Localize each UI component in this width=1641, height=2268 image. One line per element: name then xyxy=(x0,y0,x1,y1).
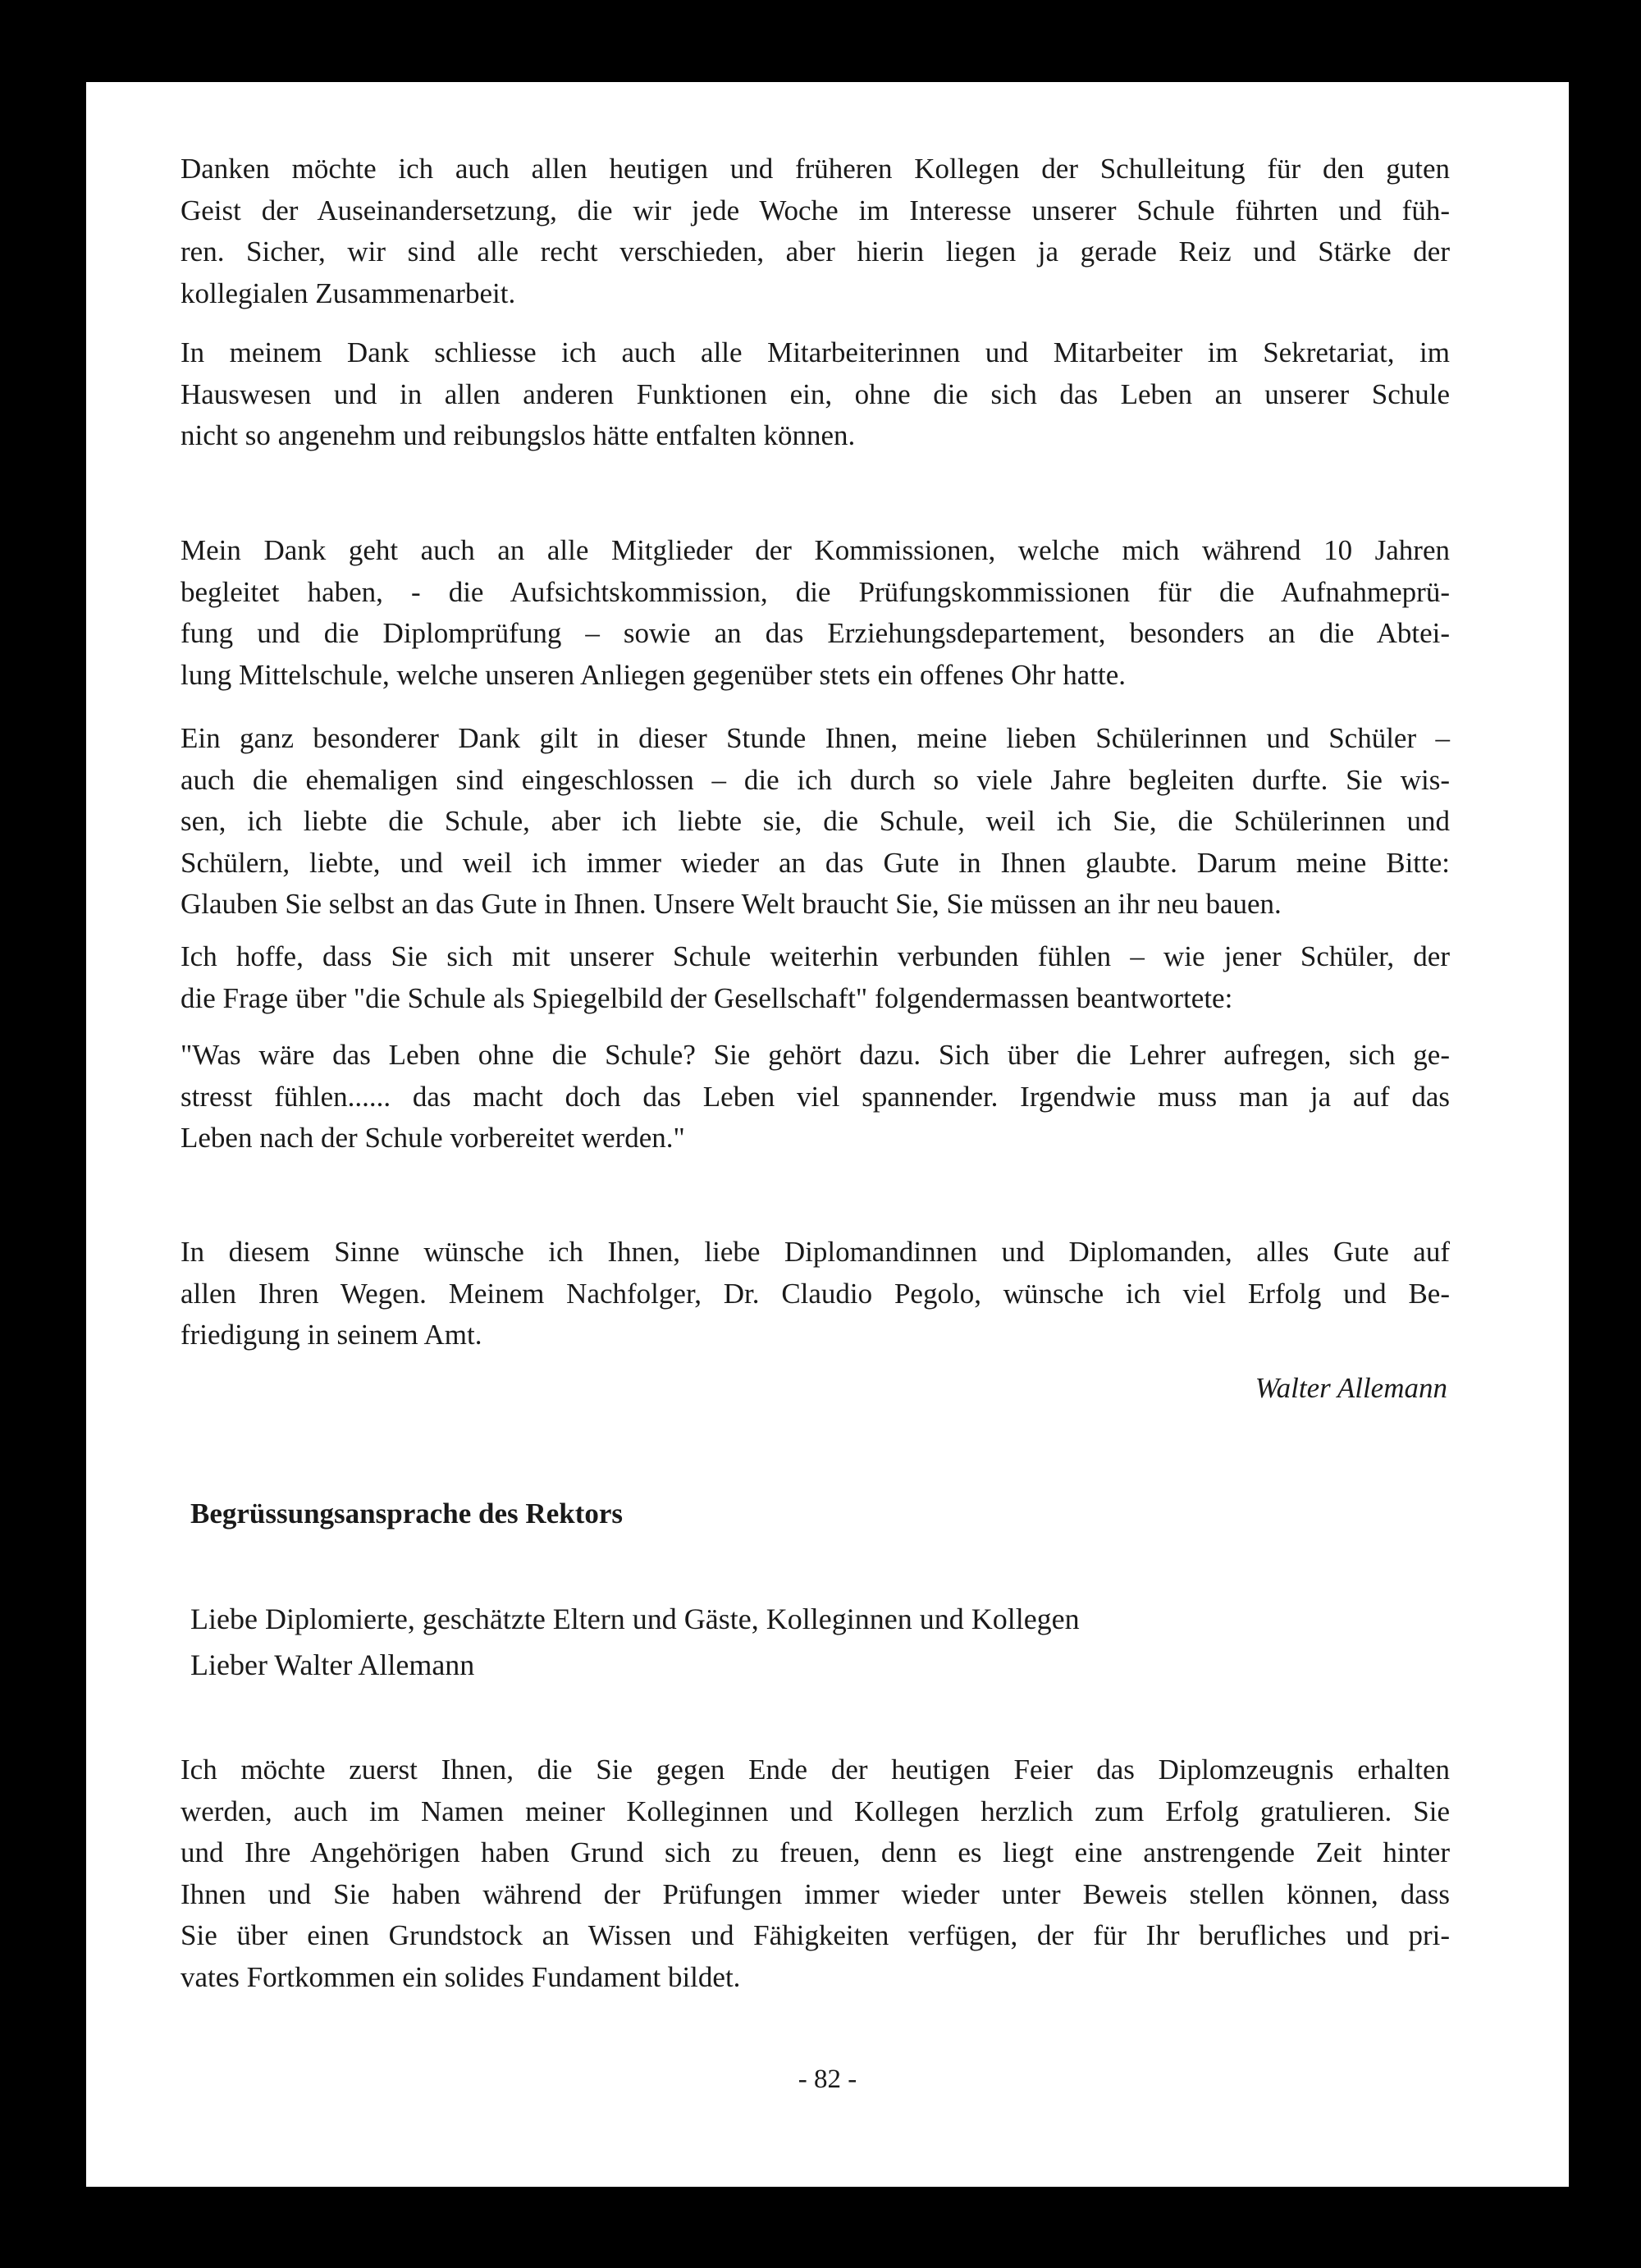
text-line: Sie über einen Grundstock an Wissen und Fähigkeiten verfügen, der für Ihr berufliches und pri- xyxy=(181,1919,1450,1952)
greeting xyxy=(190,1596,1080,1688)
page-number: - 82 - xyxy=(798,2065,857,2094)
text-line: In diesem Sinne wünsche ich Ihnen, liebe Diplomandinnen und Diplomanden, alles Gute auf xyxy=(181,1236,1450,1268)
text-line: In meinem Dank schliesse ich auch alle Mitarbeiterinnen und Mitarbeiter im Sekretariat, im xyxy=(181,336,1450,368)
signature: Walter Allemann xyxy=(1255,1372,1447,1404)
paragraph xyxy=(181,530,1450,696)
text-line: nicht so angenehm und reibungslos hätte entfalten können. xyxy=(181,419,856,452)
text-line: auch die ehemaligen sind eingeschlossen – die ich durch so viele Jahre begleiten durfte. Sie wis- xyxy=(181,763,1450,796)
text-line: Geist der Auseinandersetzung, die wir jede Woche im Interesse unserer Schule führten und füh- xyxy=(181,194,1450,226)
paragraph xyxy=(181,936,1450,1019)
text-line: Leben nach der Schule vorbereitet werden." xyxy=(181,1122,685,1155)
paragraph xyxy=(181,149,1450,314)
text-line: Glauben Sie selbst an das Gute in Ihnen. Unsere Welt braucht Sie, Sie müssen an ihr neu bauen. xyxy=(181,888,1282,921)
text-line: lung Mittelschule, welche unseren Anliegen gegenüber stets ein offenes Ohr hatte. xyxy=(181,658,1127,691)
text-line: Ich hoffe, dass Sie sich mit unserer Schule weiterhin verbunden fühlen – wie jener Schüler, der xyxy=(181,940,1450,972)
paragraph xyxy=(181,1035,1450,1159)
text-line: sen, ich liebte die Schule, aber ich liebte sie, die Schule, weil ich Sie, die Schülerinnen und xyxy=(181,805,1450,838)
text-line: friedigung in seinem Amt. xyxy=(181,1319,482,1351)
text-line: werden, auch im Namen meiner Kolleginnen und Kollegen herzlich zum Erfolg gratulieren. Sie xyxy=(181,1795,1450,1827)
paragraph xyxy=(181,1749,1450,1999)
paragraph xyxy=(181,332,1450,457)
paragraph xyxy=(181,718,1450,926)
text-line: Danken möchte ich auch allen heutigen und früheren Kollegen der Schulleitung für den guten xyxy=(181,153,1450,185)
text-line: vates Fortkommen ein solides Fundament bildet. xyxy=(181,1960,741,1993)
document-page xyxy=(86,82,1569,2187)
text-line: ren. Sicher, wir sind alle recht verschieden, aber hierin liegen ja gerade Reiz und Stärke der xyxy=(181,235,1450,268)
section-heading: Begrüssungsansprache des Rektors xyxy=(190,1498,623,1530)
text-line: Ich möchte zuerst Ihnen, die Sie gegen Ende der heutigen Feier das Diplomzeugnis erhalten xyxy=(181,1754,1450,1786)
text-line: kollegialen Zusammenarbeit. xyxy=(181,277,516,309)
text-line: und Ihre Angehörigen haben Grund sich zu freuen, denn es liegt eine anstrengende Zeit hinter xyxy=(181,1836,1450,1869)
text-line: begleitet haben, - die Aufsichtskommission, die Prüfungskommissionen für die Aufnahmeprü- xyxy=(181,575,1450,608)
greeting-line: Liebe Diplomierte, geschätzte Eltern und Gäste, Kolleginnen und Kollegen xyxy=(190,1603,1080,1635)
text-line: die Frage über "die Schule als Spiegelbild der Gesellschaft" folgendermassen beantwortete: xyxy=(181,981,1233,1014)
text-line: stresst fühlen...... das macht doch das Leben viel spannender. Irgendwie muss man ja auf das xyxy=(181,1080,1450,1113)
text-line: Schülern, liebte, und weil ich immer wieder an das Gute in Ihnen glaubte. Darum meine Bitte: xyxy=(181,846,1450,879)
text-line: Hauswesen und in allen anderen Funktionen ein, ohne die sich das Leben an unserer Schule xyxy=(181,377,1450,410)
text-line: Ihnen und Sie haben während der Prüfungen immer wieder unter Beweis stellen können, dass xyxy=(181,1877,1450,1910)
text-line: allen Ihren Wegen. Meinem Nachfolger, Dr. Claudio Pegolo, wünsche ich viel Erfolg und Be- xyxy=(181,1277,1450,1310)
text-line: fung und die Diplomprüfung – sowie an das Erziehungsdepartement, besonders an die Abtei- xyxy=(181,617,1450,650)
text-line: "Was wäre das Leben ohne die Schule? Sie gehört dazu. Sich über die Lehrer aufregen, sich ge- xyxy=(181,1039,1450,1071)
text-line: Ein ganz besonderer Dank gilt in dieser Stunde Ihnen, meine lieben Schülerinnen und Schüler – xyxy=(181,722,1450,754)
text-line: Mein Dank geht auch an alle Mitglieder der Kommissionen, welche mich während 10 Jahren xyxy=(181,534,1450,566)
greeting-line: Lieber Walter Allemann xyxy=(190,1648,475,1681)
paragraph xyxy=(181,1232,1450,1356)
